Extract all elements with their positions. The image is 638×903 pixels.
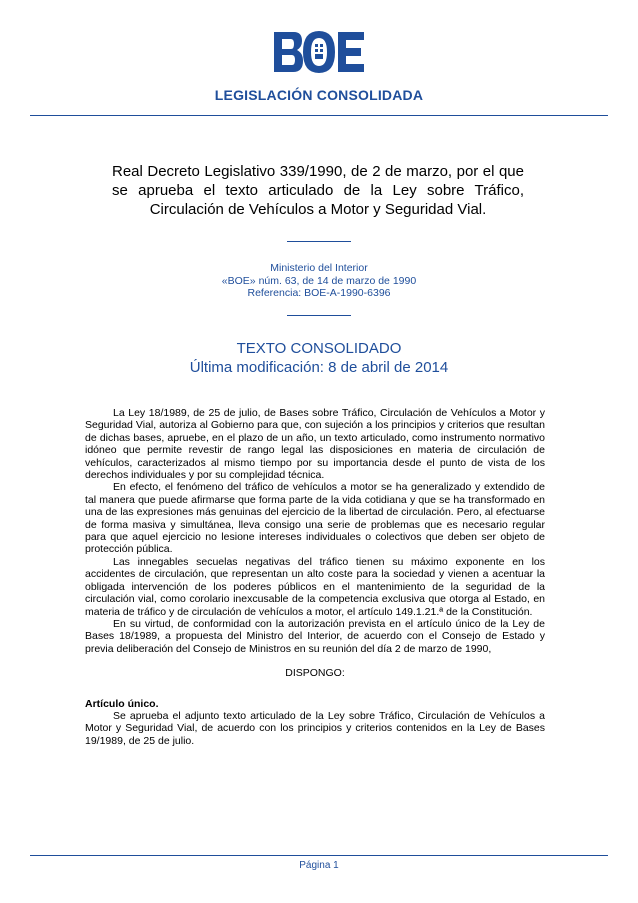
paragraph: La Ley 18/1989, de 25 de julio, de Bases sobre Tráfico, Circulación de Vehículos a Motor y Seguridad Vial, autoriza al Gobierno para que, con sujeción a los principios y criterios que resultan de dichas bases, apruebe, en el plazo de un año, un texto articulado, como instrumento normativo idóneo que permite revestir de rango legal las disposiciones en materia de circulación de vehículos, caracterizados al mismo tiempo por su importancia desde el punto de vista de los derechos individuales y por su complejidad técnica. xyxy=(85,407,545,482)
paragraph: En su virtud, de conformidad con la autorización prevista en el artículo único de la Ley de Bases 18/1989, a propuesta del Ministro del Interior, de acuerdo con el Consejo de Estado y previa deliberación del Consejo de Ministros en su reunión del día 2 de marzo de 1990, xyxy=(85,617,545,655)
boe-logo xyxy=(272,30,366,74)
consolidated-heading: TEXTO CONSOLIDADO xyxy=(236,340,402,357)
document-metadata xyxy=(0,262,638,300)
ministry-name: Ministerio del Interior xyxy=(270,262,368,274)
document-body xyxy=(85,407,545,747)
document-title: Real Decreto Legislativo 339/1990, de 2 de marzo, por el que se aprueba el texto articulado de la Ley sobre Tráfico, Circulación de Vehículos a Motor y Seguridad Vial. xyxy=(112,163,524,218)
reference-code: Referencia: BOE-A-1990-6396 xyxy=(247,287,391,299)
last-modified: Última modificación: 8 de abril de 2014 xyxy=(189,359,449,376)
footer-divider xyxy=(30,855,608,856)
dispongo-heading: DISPONGO: xyxy=(285,667,345,680)
boe-issue: «BOE» núm. 63, de 14 de marzo de 1990 xyxy=(221,274,417,287)
section-title: LEGISLACIÓN CONSOLIDADA xyxy=(214,87,424,103)
article-title: Artículo único. xyxy=(85,697,159,710)
page-number: Página 1 xyxy=(299,860,339,871)
article-text: Se aprueba el adjunto texto articulado de la Ley sobre Tráfico, Circulación de Vehículos a Motor y Seguridad Vial, de acuerdo con los principios y criterios contenidos en la Ley de Bases 19/1989, de 25 de julio. xyxy=(85,709,545,747)
paragraph: En efecto, el fenómeno del tráfico de vehículos a motor se ha generalizado y extendido de tal manera que puede afirmarse que forma parte de la vida cotidiana y que se ha transformado en una de las expresiones más genuinas del ejercicio de la libertad de circulación. Pero, al efectuarse de forma masiva y simultánea, lleva consigo una serie de problemas que es necesario regular para que aquel ejercicio no lesione intereses individuales o colectivos que deben ser objeto de protección pública. xyxy=(85,481,545,556)
meta-divider-bottom xyxy=(287,315,351,316)
header-divider xyxy=(30,115,608,116)
meta-divider-top xyxy=(287,241,351,242)
paragraph: Las innegables secuelas negativas del tráfico tienen su máximo exponente en los accidentes de circulación, que representan un alto coste para la sociedad y vienen a acentuar la obligada intervención de los poderes públicos en el mantenimiento de la seguridad de la circulación vial, como corolario inexcusable de la competencia exclusiva que otorga al Estado, en materia de tráfico y de circulación de vehículos a motor, el artículo 149.1.21.ª de la Constitución. xyxy=(85,555,545,618)
consolidated-header xyxy=(0,339,638,377)
